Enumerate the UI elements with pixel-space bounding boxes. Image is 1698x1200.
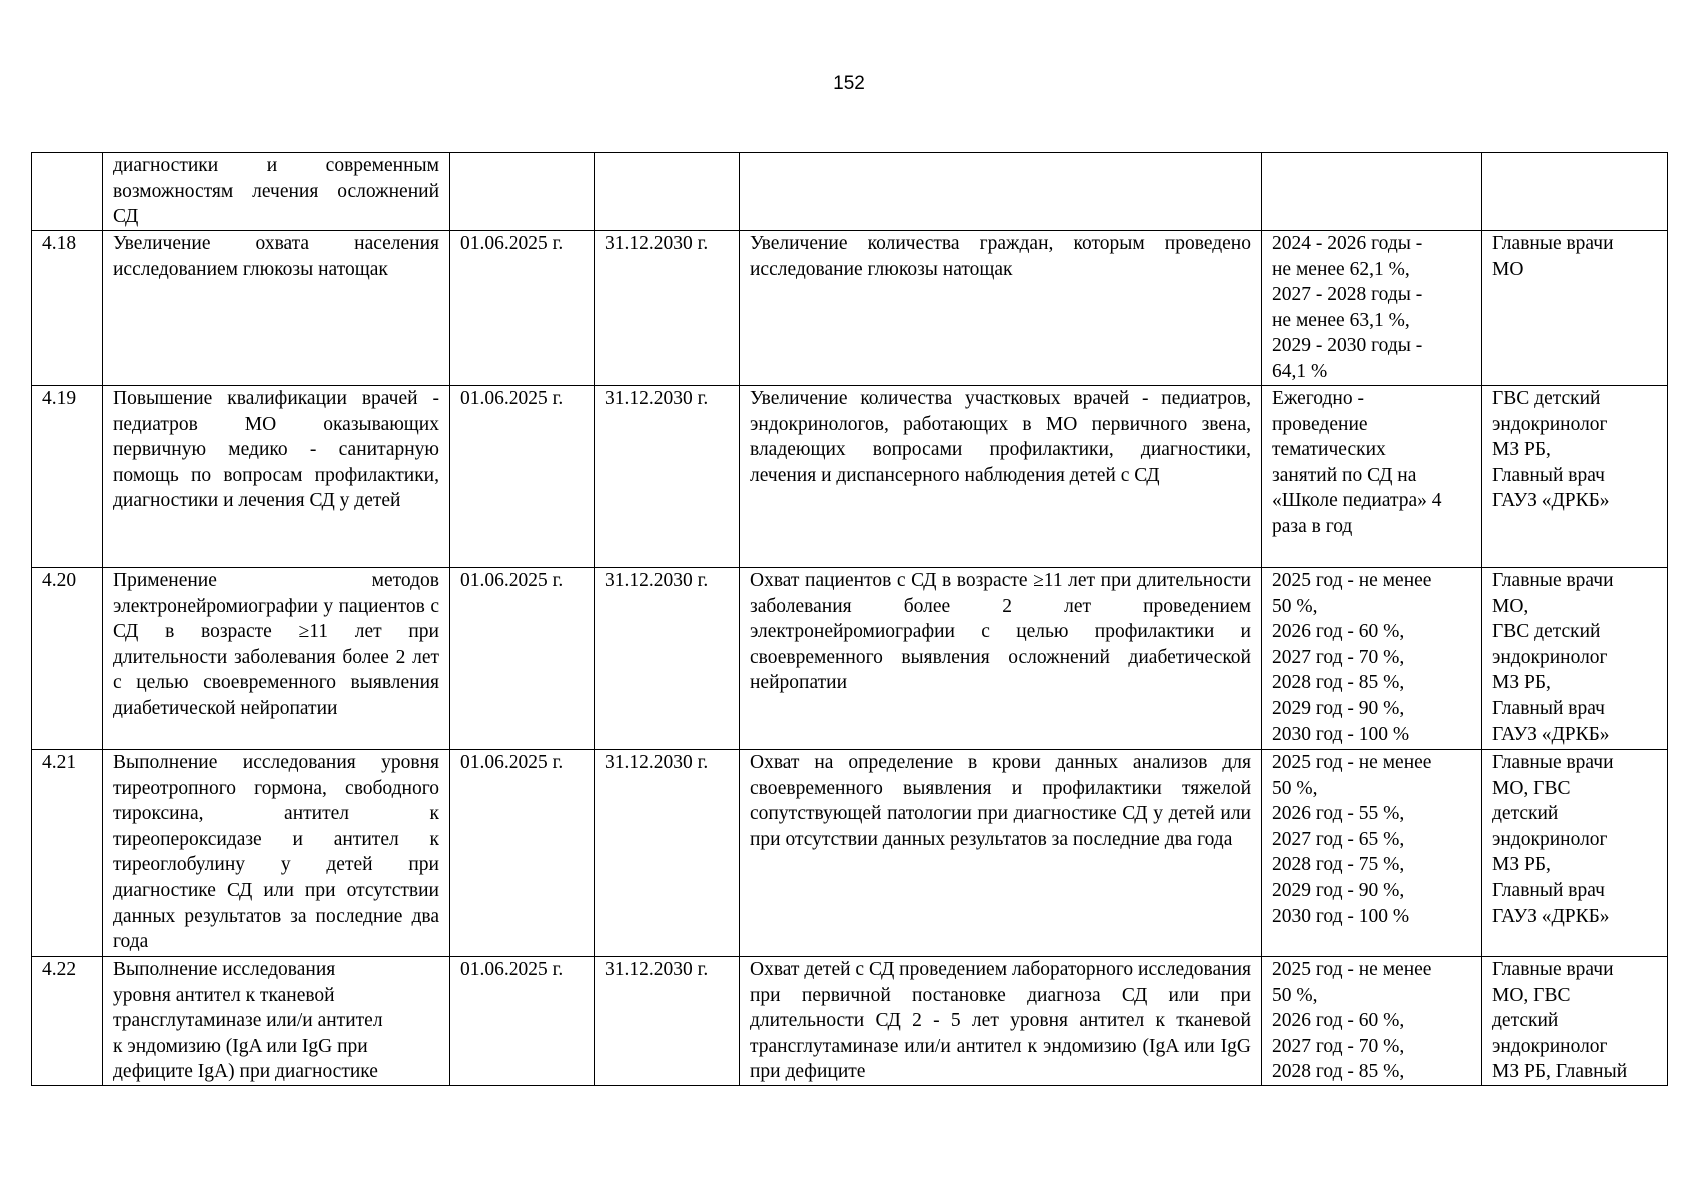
measure-cell: диагностики и современным возможностям лечения осложнений СД bbox=[103, 153, 450, 231]
start-date-cell: 01.06.2025 г. bbox=[450, 386, 595, 568]
row-number: 4.18 bbox=[32, 231, 103, 386]
end-date-cell: 31.12.2030 г. bbox=[595, 386, 740, 568]
result-cell: Охват на определение в крови данных анализов для своевременного выявления и профилактики тяжелой сопутствующей патологии при диагностике СД у детей или при отсутствии данных результатов за последние два года bbox=[740, 750, 1262, 957]
responsible-cell: ГВС детский эндокринолог МЗ РБ, Главный врач ГАУЗ «ДРКБ» bbox=[1482, 386, 1668, 568]
measure-cell: Применение методов электронейромиографии у пациентов с СД в возрасте ≥11 лет при длительности заболевания более 2 лет с целью своевременного выявления диабетической нейропатии bbox=[103, 568, 450, 750]
row-number: 4.22 bbox=[32, 957, 103, 1086]
table-row bbox=[32, 153, 1668, 231]
end-date-cell: 31.12.2030 г. bbox=[595, 957, 740, 1086]
responsible-cell: Главные врачи МО, ГВС детский эндокринолог МЗ РБ, Главный врач ГАУЗ «ДРКБ» bbox=[1482, 568, 1668, 750]
table-row bbox=[32, 957, 1668, 1086]
end-date-cell: 31.12.2030 г. bbox=[595, 750, 740, 957]
target-cell: 2025 год - не менее 50 %, 2026 год - 55 %, 2027 год - 65 %, 2028 год - 75 %, 2029 год - 90 %, 2030 год - 100 % bbox=[1262, 750, 1482, 957]
result-cell: Охват детей с СД проведением лабораторного исследования при первичной постановке диагноза СД или при длительности СД 2 - 5 лет уровня антител к тканевой трансглутаминазе или/и антител к эндомизию (IgA или IgG при дефиците bbox=[740, 957, 1262, 1086]
measure-cell: Выполнение исследования уровня тиреотропного гормона, свободного тироксина, антител к тиреопероксидазе и антител к тиреоглобулину у детей при диагностике СД или при отсутствии данных результатов за последние два года bbox=[103, 750, 450, 957]
target-cell bbox=[1262, 153, 1482, 231]
table-row bbox=[32, 568, 1668, 750]
end-date-cell: 31.12.2030 г. bbox=[595, 231, 740, 386]
start-date-cell: 01.06.2025 г. bbox=[450, 750, 595, 957]
result-cell bbox=[740, 153, 1262, 231]
table-row bbox=[32, 231, 1668, 386]
row-number bbox=[32, 153, 103, 231]
start-date-cell: 01.06.2025 г. bbox=[450, 231, 595, 386]
target-cell: 2025 год - не менее 50 %, 2026 год - 60 %, 2027 год - 70 %, 2028 год - 85 %, bbox=[1262, 957, 1482, 1086]
result-cell: Охват пациентов с СД в возрасте ≥11 лет при длительности заболевания более 2 лет проведением электронейромиографии с целью профилактики и своевременного выявления осложнений диабетической нейропатии bbox=[740, 568, 1262, 750]
end-date-cell bbox=[595, 153, 740, 231]
target-cell: Ежегодно - проведение тематических занятий по СД на «Школе педиатра» 4 раза в год bbox=[1262, 386, 1482, 568]
start-date-cell: 01.06.2025 г. bbox=[450, 957, 595, 1086]
responsible-cell bbox=[1482, 153, 1668, 231]
page-number: 152 bbox=[833, 73, 865, 94]
table-row bbox=[32, 750, 1668, 957]
target-cell: 2025 год - не менее 50 %, 2026 год - 60 %, 2027 год - 70 %, 2028 год - 85 %, 2029 год - 90 %, 2030 год - 100 % bbox=[1262, 568, 1482, 750]
row-number: 4.20 bbox=[32, 568, 103, 750]
target-cell: 2024 - 2026 годы - не менее 62,1 %, 2027 - 2028 годы - не менее 63,1 %, 2029 - 2030 годы - 64,1 % bbox=[1262, 231, 1482, 386]
responsible-cell: Главные врачи МО, ГВС детский эндокринолог МЗ РБ, Главный bbox=[1482, 957, 1668, 1086]
measure-cell: Повышение квалификации врачей - педиатров МО оказывающих первичную медико - санитарную помощь по вопросам профилактики, диагностики и лечения СД у детей bbox=[103, 386, 450, 568]
start-date-cell bbox=[450, 153, 595, 231]
end-date-cell: 31.12.2030 г. bbox=[595, 568, 740, 750]
start-date-cell: 01.06.2025 г. bbox=[450, 568, 595, 750]
row-number: 4.21 bbox=[32, 750, 103, 957]
table-row bbox=[32, 386, 1668, 568]
result-cell: Увеличение количества участковых врачей - педиатров, эндокринологов, работающих в МО первичного звена, владеющих вопросами профилактики, диагностики, лечения и диспансерного наблюдения детей с СД bbox=[740, 386, 1262, 568]
responsible-cell: Главные врачи МО, ГВС детский эндокринолог МЗ РБ, Главный врач ГАУЗ «ДРКБ» bbox=[1482, 750, 1668, 957]
measure-cell: Выполнение исследования уровня антител к тканевой трансглутаминазе или/и антител к эндомизию (IgA или IgG при дефиците IgA) при диагностике bbox=[103, 957, 450, 1086]
result-cell: Увеличение количества граждан, которым проведено исследование глюкозы натощак bbox=[740, 231, 1262, 386]
row-number: 4.19 bbox=[32, 386, 103, 568]
measure-cell: Увеличение охвата населения исследованием глюкозы натощак bbox=[103, 231, 450, 386]
responsible-cell: Главные врачи МО bbox=[1482, 231, 1668, 386]
activity-plan-table bbox=[31, 152, 1668, 1086]
